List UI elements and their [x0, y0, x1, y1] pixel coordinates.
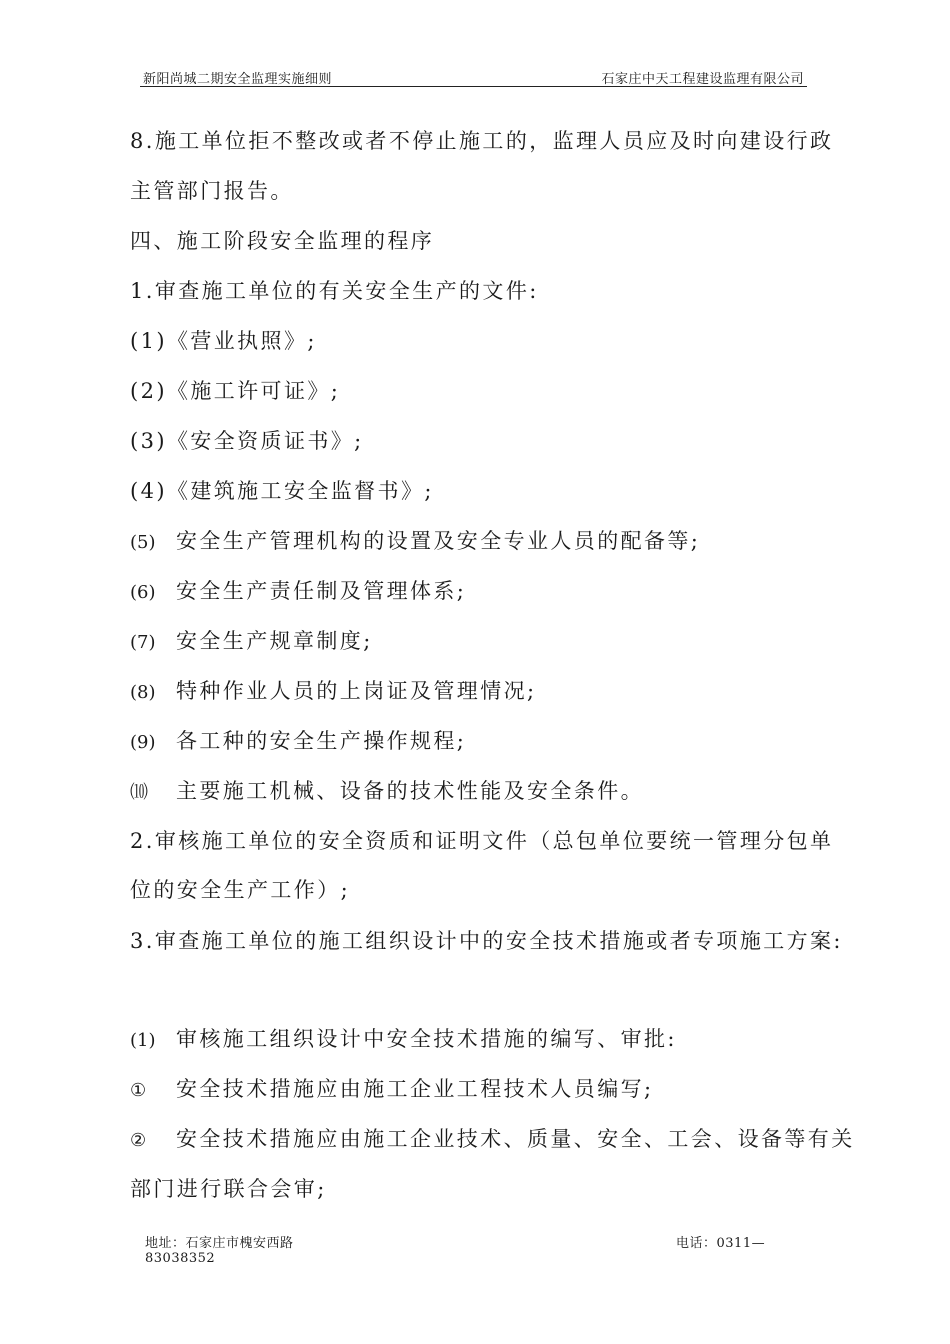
body-line	[130, 681, 536, 702]
list-number: (7)	[130, 632, 156, 653]
line-text: 安全技术措施应由施工企业工程技术人员编写;	[176, 1077, 654, 1101]
line-text: 安全生产责任制及管理体系;	[176, 579, 467, 603]
list-number: (5)	[130, 532, 156, 553]
body-line	[130, 781, 644, 802]
line-text: 审核施工组织设计中安全技术措施的编写、审批:	[176, 1027, 677, 1051]
body-line	[130, 1129, 855, 1150]
line-text: 安全生产规章制度;	[176, 629, 373, 653]
line-text: (2)《施工许可证》;	[130, 379, 341, 403]
line-text: 位的安全生产工作）;	[130, 878, 351, 902]
body-line	[130, 181, 294, 202]
list-number: ②	[130, 1130, 147, 1151]
body-line	[130, 131, 833, 152]
body-line	[130, 581, 466, 602]
line-text: 特种作业人员的上岗证及管理情况;	[176, 679, 537, 703]
line-text: 2.审核施工单位的安全资质和证明文件（总包单位要统一管理分包单	[130, 829, 834, 853]
line-text: 部门进行联合会审;	[130, 1177, 327, 1201]
footer-number: 83038352	[145, 1251, 216, 1266]
body-line	[130, 931, 843, 952]
list-number: ①	[130, 1080, 147, 1101]
line-text: 8.施工单位拒不整改或者不停止施工的，监理人员应及时向建设行政	[130, 129, 834, 153]
body-line	[130, 481, 434, 502]
line-text: 四、施工阶段安全监理的程序	[130, 229, 435, 253]
line-text: (4)《建筑施工安全监督书》;	[130, 479, 434, 503]
list-number: ⑽	[130, 782, 148, 803]
body-line	[130, 1079, 653, 1100]
body-line	[130, 381, 340, 402]
header-right-company: 石家庄中天工程建设监理有限公司	[601, 72, 804, 87]
line-text: 主管部门报告。	[130, 179, 294, 203]
line-text: (1)《营业执照》;	[130, 329, 317, 353]
body-line	[130, 331, 317, 352]
line-text: 各工种的安全生产操作规程;	[176, 729, 467, 753]
line-text: 3.审查施工单位的施工组织设计中的安全技术措施或者专项施工方案:	[130, 929, 843, 953]
body-line	[130, 731, 466, 752]
body-line	[130, 281, 539, 302]
footer-address: 地址：石家庄市槐安西路	[145, 1236, 294, 1251]
list-number: (8)	[130, 682, 156, 703]
body-line	[130, 831, 833, 852]
list-number: (9)	[130, 732, 156, 753]
header-rule	[140, 86, 807, 87]
footer-phone: 电话：0311—	[676, 1236, 766, 1251]
line-text: (3)《安全资质证书》;	[130, 429, 364, 453]
body-line	[130, 1179, 327, 1200]
header-left-title: 新阳尚城二期安全监理实施细则	[143, 72, 333, 87]
body-line	[130, 880, 350, 901]
list-number: (6)	[130, 582, 156, 603]
body-line	[130, 1029, 677, 1050]
body-line	[130, 631, 373, 652]
body-line	[130, 231, 434, 252]
line-text: 1.审查施工单位的有关安全生产的文件:	[130, 279, 539, 303]
list-number: (1)	[130, 1030, 156, 1051]
line-text: 主要施工机械、设备的技术性能及安全条件。	[176, 779, 644, 803]
body-line	[130, 531, 700, 552]
line-text: 安全生产管理机构的设置及安全专业人员的配备等;	[176, 529, 701, 553]
body-line	[130, 431, 364, 452]
line-text: 安全技术措施应由施工企业技术、质量、安全、工会、设备等有关	[176, 1127, 855, 1151]
